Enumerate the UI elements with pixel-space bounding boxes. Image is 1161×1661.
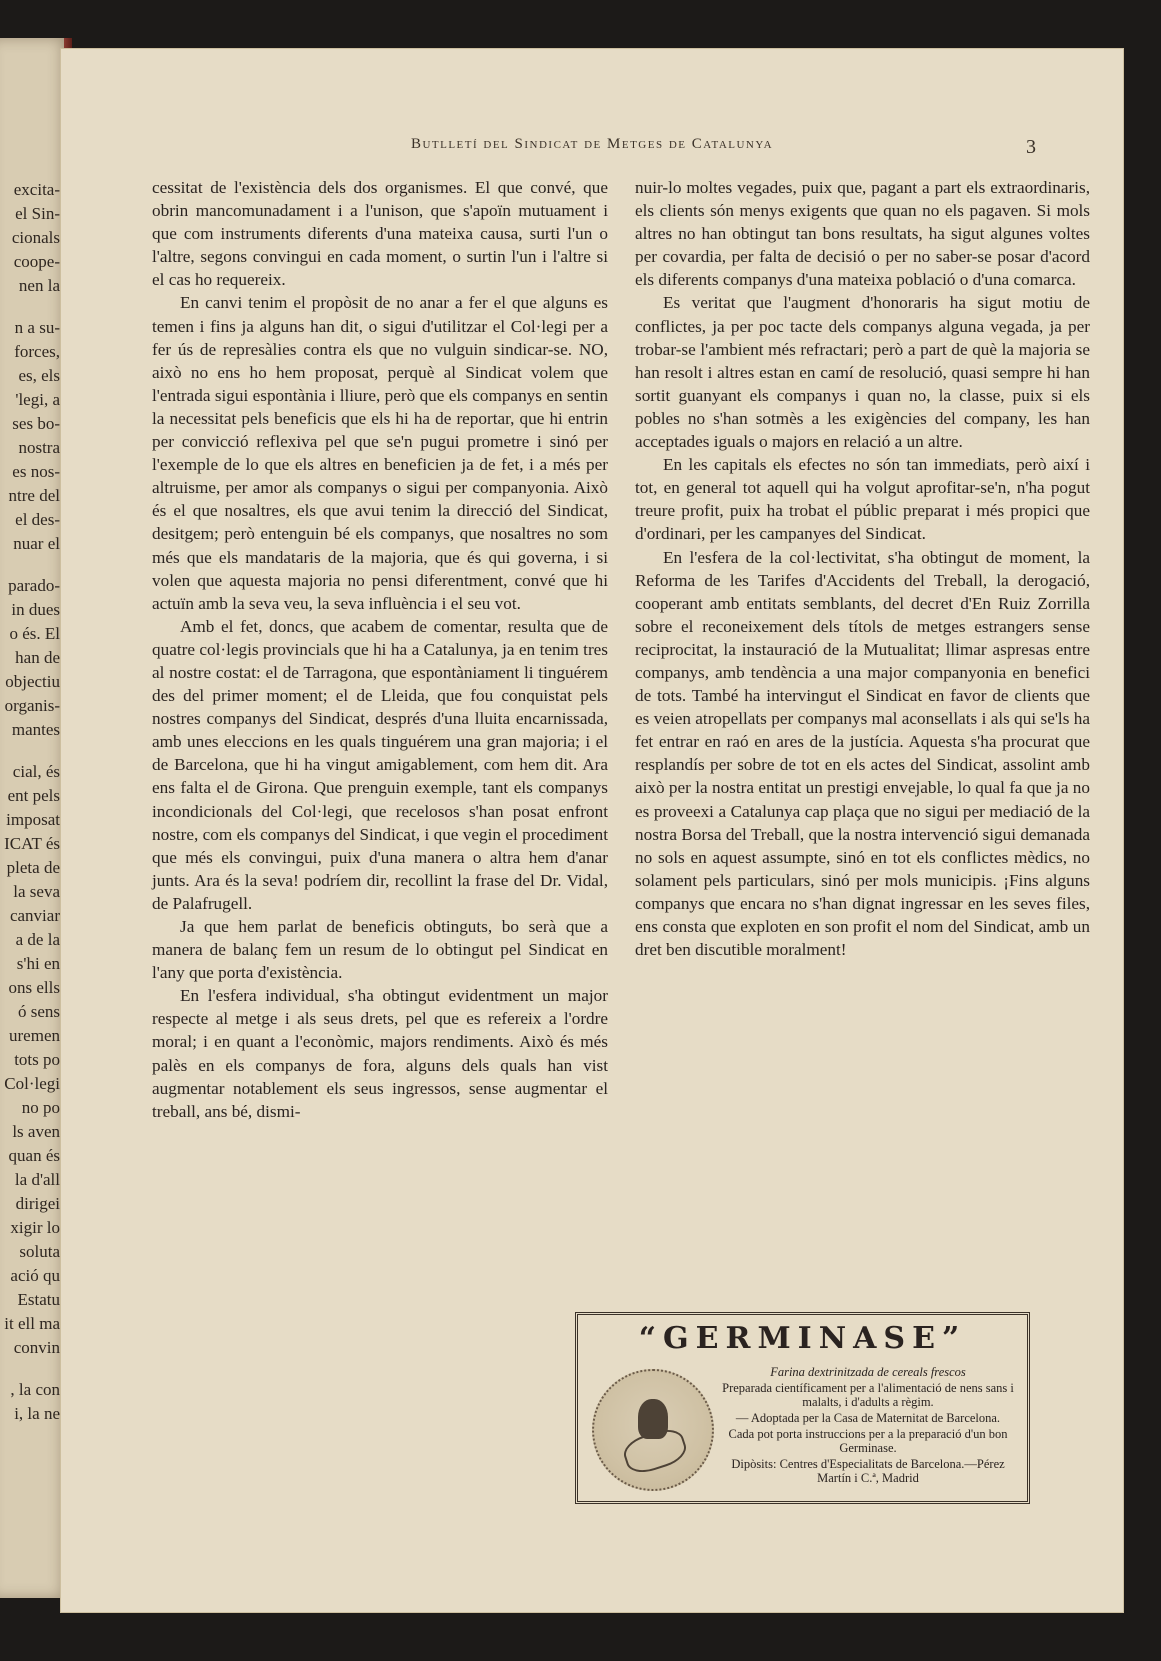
facing-page-line: forces, bbox=[14, 342, 60, 361]
facing-page-line: nen la bbox=[18, 276, 60, 295]
facing-page-line: ntre del bbox=[8, 486, 60, 505]
facing-page-line: cionals bbox=[11, 228, 60, 247]
facing-page-line: han de bbox=[15, 648, 60, 667]
facing-page-line: es, els bbox=[18, 366, 60, 385]
facing-page-line: pleta de bbox=[6, 858, 60, 877]
paragraph: En l'esfera individual, s'ha obtingut evidentment un major respecte al metge i als seus drets, pel que es refereix a l'ordre moral; i en quant a l'econòmic, majors rendiments. Això és més palès en els companys de fora, alguns dels quals han vist augmentar notablement els seus ingressos, sense augmentar el treball, ans bé, dismi- bbox=[152, 986, 608, 1121]
paragraph: En l'esfera de la col·lectivitat, s'ha obtingut de moment, la Reforma de les Tarifes d'Accidents del Treball, la derogació, cooperant amb entitats semblants, del decret d'En Ruiz Zorrilla sobre el reconeixement dels títols de metges estrangers sense reciprocitat, la instauració de la Mutualitat; llimar aspresas entre companys, amb tendència a una major companyonia en benefici de tots. També ha intervingut el Sindicat en favor de clients que es veien atropellats per companys mal aconsellats i als qui se'ls ha fet entrar en raó en ares de la justícia. Aquesta s'ha procurat que resplandís per sobre de tot en els actes del Sindicat, assolint amb això per la nostra entitat un prestigi envejable, lo qual fa que ja no es proveexi a Catalunya cap plaça que no sigui per mediació de la nostra Borsa del Treball, que la nostra intervenció sigui demanada no sols en aquest assumpte, sinó en tot els conflictes mèdics, no solament pels particulars, sinó per mols municipis. ¡Fins alguns companys que encara no s'han dignat ingressar en les seves files, ens consta que exploten en son profit el nom del Sindicat, amb un dret ben discutible moralment! bbox=[635, 547, 1090, 960]
facing-page-line: coope- bbox=[13, 252, 60, 271]
facing-page-line: xigir lo bbox=[10, 1218, 60, 1237]
facing-page-line: Estatu bbox=[17, 1290, 60, 1309]
facing-page-line: dirigei bbox=[15, 1194, 60, 1213]
facing-page-line: ICAT és bbox=[4, 834, 60, 853]
facing-page-line: uremen bbox=[9, 1026, 60, 1045]
facing-page-line: tots po bbox=[14, 1050, 60, 1069]
facing-page-line: excita- bbox=[13, 180, 60, 199]
facing-page-line: a de la bbox=[15, 930, 60, 949]
facing-page-line: s'hi en bbox=[16, 954, 60, 973]
page-number: 3 bbox=[1026, 136, 1036, 158]
ad-line: Cada pot porta instruccions per a la preparació d'un bon Germinase. bbox=[728, 1427, 1008, 1455]
facing-page-line bbox=[0, 1360, 60, 1378]
facing-page-line: Col·legi bbox=[4, 1074, 60, 1093]
ad-line: — Adoptada per la Casa de Maternitat de Barcelona. bbox=[735, 1411, 1001, 1425]
text-column-left bbox=[152, 176, 608, 1123]
facing-page-line: ons ells bbox=[8, 978, 60, 997]
paragraph: cessitat de l'existència dels dos organismes. El que convé, que obrin mancomunadament i a l'unison, que s'apoïn mutuament i que com instruments diferents d'una mateixa causa, surti l'un o l'altre, segons convingui en cada moment, o surtin l'un i l'altre si el cas ho requereix. bbox=[152, 178, 608, 290]
wheat-figure-emblem-icon bbox=[592, 1369, 714, 1491]
running-header: Butlletí del Sindicat de Metges de Catalunya bbox=[410, 136, 774, 152]
facing-page-line: es nos- bbox=[12, 462, 60, 481]
facing-page-line: la d'all bbox=[14, 1170, 60, 1189]
facing-page-line: imposat bbox=[6, 810, 60, 829]
facing-page-line: canviar bbox=[9, 906, 60, 925]
facing-page-line: , la con bbox=[10, 1380, 60, 1399]
ad-line: Farina dextrinitzada de cereals frescos bbox=[770, 1365, 966, 1379]
facing-page-line: in dues bbox=[11, 600, 60, 619]
facing-page-line: parado- bbox=[8, 576, 60, 595]
wheat-sheaf-icon bbox=[620, 1424, 690, 1477]
facing-page-line bbox=[0, 742, 60, 760]
facing-page-line: ació qu bbox=[10, 1266, 60, 1285]
facing-page-line: i, la ne bbox=[14, 1404, 60, 1423]
facing-page-line: no po bbox=[21, 1098, 60, 1117]
facing-page-line: convin bbox=[13, 1338, 60, 1357]
facing-page-line: ent pels bbox=[7, 786, 60, 805]
ad-brand-name: “GERMINASE” bbox=[638, 1321, 967, 1356]
paragraph: Amb el fet, doncs, que acabem de comentar, resulta que de quatre col·legis provincials que hi ha a Catalunya, ja en tenim tres al nostre costat: el de Tarragona, que espontàniament li tinguérem des del primer moment; el de Lleida, que fou conquistat pels nostres companys del Sindicat, després d'una lluita encarnissada, amb unes eleccions en les quals tinguérem una gran majoria; i el de Barcelona, que hi ha vingut amigablement, com hem dit. Ara ens falta el de Girona. Que prenguin exemple, tant els companys incondicionals del Col·legi, que recelosos s'han posat enfront nostre, com els companys del Sindicat, i que vegin el procediment que més els convingui, puix d'una manera o altra hem d'anar junts. Ara és la seva! podríem dir, recollint la frase del Dr. Vidal, de Palafrugell. bbox=[152, 616, 608, 913]
facing-page-line: el Sin- bbox=[15, 204, 60, 223]
paragraph: Es veritat que l'augment d'honoraris ha sigut motiu de conflictes, ja per poc tacte dels companys alguna vegada, ja per trobar-se l'ambient més refractari; però a part de què la majoria se han resolt i altres estan en camí de resolució, quasi sempre hi han sortit guanyant els companys i quan no, la classe, puix si els pobles no s'han sotmès a les exigències del company, les han acceptades iguals o majors en relació a un altre. bbox=[635, 293, 1090, 452]
facing-page-line: ó sens bbox=[17, 1002, 60, 1021]
paragraph: En canvi tenim el propòsit de no anar a fer el que alguns es temen i fins ja alguns han dit, o sigui d'utilitzar el Col·legi per a fer ús de represàlies contra els que no vulguin sindicar-se. NO, això no ens ho hem proposat, perquè al Sindicat volem que l'entrada sigui espontània i lliure, però que els companys en sentin la necessitat pels beneficis que els hi ha de reportar, que hi entrin per convicció reflexiva pel que se'n pugui prometre i sinó per l'exemple de lo que els altres en beneficien ja de fet, i a més per altruisme, per amor als companys o sigui per companyonia. Això és el que nosaltres, els que avui tenim la direcció del Sindicat, desitgem; però entenguin bé els companys, que nosaltres no som més que els mandataris de la majoria, que és qui governa, i si volen que aquesta majoria no pensi diferentment, convé que hi actuïn amb la seva veu, la seva influència i el seu vot. bbox=[152, 293, 608, 613]
facing-page-line: cial, és bbox=[12, 762, 60, 781]
text-column-right bbox=[635, 176, 1090, 961]
facing-page-line: 'legi, a bbox=[15, 390, 60, 409]
facing-page-line: it ell ma bbox=[4, 1314, 60, 1333]
facing-page-line: n a su- bbox=[14, 318, 60, 337]
facing-page-line: mantes bbox=[11, 720, 60, 739]
paragraph: En les capitals els efectes no són tan immediats, però així i tot, en general tot aquell qui ha volgut aprofitar-se'n, n'ha pogut treure profit, puix ha trobat el públic preparat i més propici que d'ordinari, per les campanyes del Sindicat. bbox=[635, 455, 1090, 544]
facing-page-line: nuar el bbox=[13, 534, 60, 553]
facing-page-line bbox=[0, 298, 60, 316]
facing-page-line: quan és bbox=[8, 1146, 60, 1165]
ad-body bbox=[718, 1365, 1018, 1487]
facing-page-line bbox=[0, 556, 60, 574]
facing-page-line: la seva bbox=[13, 882, 60, 901]
germinase-advertisement bbox=[575, 1312, 1030, 1504]
facing-page-line: objectiu bbox=[5, 672, 60, 691]
facing-page-line: el des- bbox=[15, 510, 60, 529]
paragraph: nuir-lo moltes vegades, puix que, pagant a part els extraordinaris, els clients són menys exigents que quan no els pagaven. Si mols altres no han obtingut tan bons resultats, ha sigut algunes voltes per covardia, per falta de decisió o per no saber-se posar d'acord els diferents companys d'una mateixa població o d'una comarca. bbox=[635, 178, 1090, 290]
facing-page-text bbox=[0, 178, 60, 1426]
ad-line: Preparada científicament per a l'alimentació de nens sans i malalts, i d'adults a règim. bbox=[722, 1381, 1014, 1409]
facing-page-line: ses bo- bbox=[12, 414, 60, 433]
facing-page-line: ls aven bbox=[12, 1122, 60, 1141]
facing-page-line: soluta bbox=[19, 1242, 60, 1261]
ad-line: Dipòsits: Centres d'Especialitats de Barcelona.—Pérez Martín i C.ª, Madrid bbox=[731, 1457, 1005, 1485]
facing-page-line: o és. El bbox=[9, 624, 60, 643]
facing-page-line: nostra bbox=[18, 438, 60, 457]
facing-page-line: organis- bbox=[4, 696, 60, 715]
paragraph: Ja que hem parlat de beneficis obtinguts, bo serà que a manera de balanç fem un resum de lo obtingut pel Sindicat en l'any que porta d'existència. bbox=[152, 917, 608, 983]
